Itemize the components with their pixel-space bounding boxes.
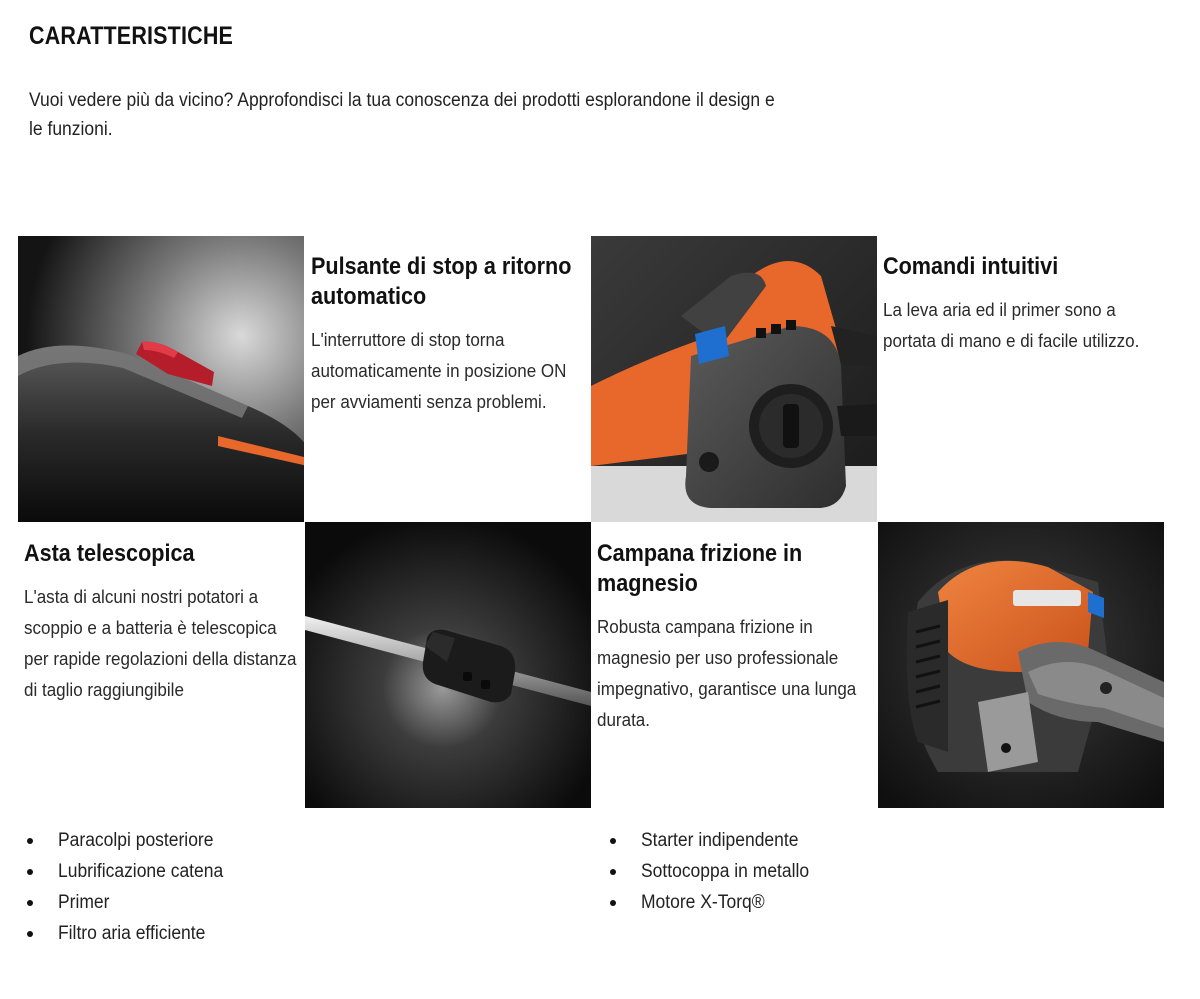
feature-text: Robusta campana frizione in magnesio per uso professionale impegnativo, garantisce una lunga durata. [597,616,857,730]
list-item: Primer [26,887,238,918]
feature-title: Comandi intuitivi [883,253,1059,280]
feature-title: Campana frizione in magnesio [597,540,803,597]
engine-image [878,522,1164,808]
feature-title: Asta telescopica [24,540,195,567]
feature-clutch-drum [597,539,877,735]
bullet-icon [610,838,616,844]
intro-text: Vuoi vedere più da vicino? Approfondisci la tua conoscenza dei prodotti esplorandone il design e le funzioni. [29,90,775,140]
feature-text: La leva aria ed il primer sono a portata di mano e di facile utilizzo. [883,299,1140,351]
feature-telescopic-shaft [24,539,304,705]
bullet-icon [27,931,33,937]
bullet-icon [27,869,33,875]
feature-list-left [26,825,238,949]
list-item: Lubrificazione catena [26,856,238,887]
feature-text: L'asta di alcuni nostri potatori a scoppio e a batteria è telescopica per rapide regolazioni della distanza di taglio raggiungibile [24,586,297,700]
list-item: Starter indipendente [609,825,824,856]
feature-controls [883,252,1163,356]
list-item: Filtro aria efficiente [26,918,238,949]
feature-title: Pulsante di stop a ritorno automatico [311,253,572,310]
page-title: CARATTERISTICHE [29,22,234,50]
bullet-icon [27,838,33,844]
feature-list-right [609,825,824,918]
telescopic-shaft-image [305,522,591,808]
stop-switch-image [18,236,304,522]
bullet-icon [610,869,616,875]
feature-stop-switch [311,252,591,417]
bullet-icon [27,900,33,906]
feature-text: L'interruttore di stop torna automaticamente in posizione ON per avviamenti senza problemi. [311,329,567,412]
bullet-icon [610,900,616,906]
list-item: Motore X-Torq® [609,887,824,918]
list-item: Paracolpi posteriore [26,825,238,856]
controls-image [591,236,877,522]
list-item: Sottocoppa in metallo [609,856,824,887]
